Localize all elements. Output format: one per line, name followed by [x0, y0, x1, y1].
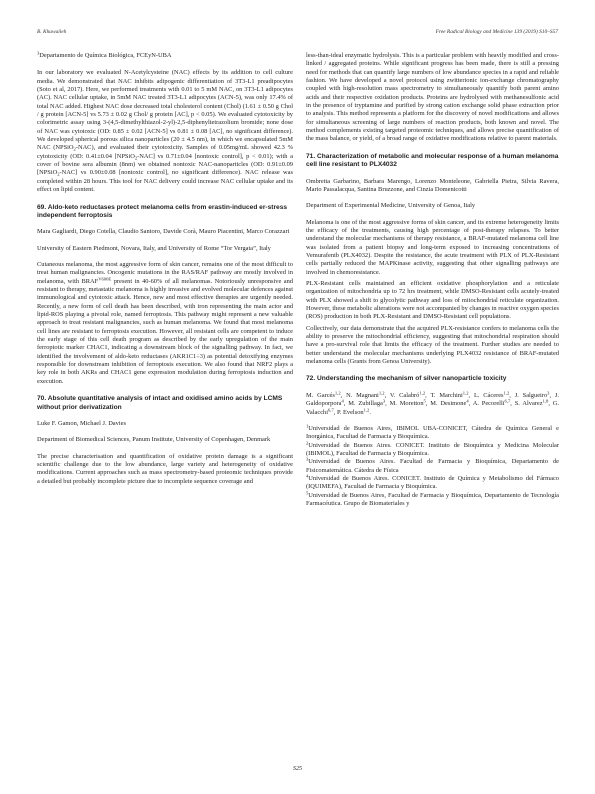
- abstract-72-affiliations: [306, 425, 559, 508]
- abstract-69-affiliation: University of Eastern Piedmont, Novara, Italy, and University of Rome “Tor Vergata”, Italy: [37, 244, 271, 252]
- author: J. Salgueiro$^3$,: [514, 390, 555, 399]
- running-head-author: B. Khuwaileh: [37, 29, 67, 35]
- affiliation-item: $^2$Universidad de Buenos Aires. CONICET. Instituto de Bioquímica y Medicina Molecular (IBIMOL), Facultad de Farmacia y Bioquímica.: [306, 440, 559, 457]
- author: M. Garcés$^{1,2}$,: [306, 390, 347, 399]
- subscript: 2: [134, 155, 138, 161]
- affiliation-item: $^4$Universidad de Buenos Aires. CONICET. Instituto de Química y Metabolismo del Fármaco (IQUIMEFA), Facultad de Farmacia y Bioquímica.: [306, 473, 559, 491]
- text-run: -NAC] vs 0.71±0.04 [nontoxic control], p < 0.01); with a cover of bovine sera albumin (8nm) we obtained nontoxic NAC-nanoparticles (OD: 0.91±0.09 [NPSiO: [37, 152, 294, 177]
- abstract-71-affiliation: Department of Experimental Medicine, University of Genoa, Italy: [306, 202, 476, 210]
- text-run: present in 40-60% of all melanomas. Notoriously unresponsive and resistant to therapy, metastatic melanoma is highly invasive and evolved molecular defences against immunological and cytotoxic attack. Hence, new and most effective therapies are urgently needed. Recently, a new form of cell death has been described, with iron representing the main actor and lipid-ROS playing a pivotal role, named ferroptosis. This pathway might represent a new valuable approach to treat resistant malignancies, such as human melanoma. We found that most melanoma cell lines are resistant to ferroptosis execution. However, all resistant cells are competent to induce the early stage of this cell death program as described by the early upregulation of the main ferroptotic marker CHAC1, indicating a downstream block of the signalling pathway. In fact, we identified the involvement of aldo-keto reductases (AKR1C1÷3) as potential detoxifying enzymes responsible for downstream inhibition of ferroptosis execution. We also found that NRF2 plays a key role in both AKRs and CHAC1 gene expression modulation during ferroptosis induction and execution.: [37, 277, 294, 385]
- author: V. Calabró$^{1,2}$,: [389, 390, 431, 399]
- text-run: Cutaneous melanoma, the most aggressive form of skin cancer, remains one of the most difficult to treat human malignancies. Oncogenic mutations in the RAS/RAF pathway are mostly involved in melanoma, with BRAF: [37, 261, 293, 285]
- running-head-journal: Free Radical Biology and Medicine 139 (2019) S10–S57: [435, 29, 558, 35]
- author: P. Evelson$^{1,2}$.: [336, 407, 371, 416]
- abstract-70-affiliation: Department of Biomedical Sciences, Panum Institute, University of Copenhagen, Denmark: [37, 436, 271, 444]
- author: T. Marchini$^{1,2}$,: [430, 390, 474, 399]
- abstract-69-authors: Mara Gagliardi, Diego Cotella, Claudio Santoro, Davide Corà, Mauro Piacentini, Marco Corazzari: [37, 228, 290, 236]
- abstract-69-title: 69. Aldo-keto reductases protect melanoma cells from erastin-induced er-stress independent ferroptosis: [37, 203, 288, 219]
- abstract-69-body: [37, 261, 293, 386]
- author: L. Cáceres$^{1,2}$,: [473, 390, 515, 399]
- abstract-71-body-p1: Melanoma is one of the most aggressive forms of skin cancer, and its extreme heterogeneity limits the efficacy of the treatments, causing high percentage of post-therapy relapses. To better understand the molecular mechanisms of therapy resistance, a BRAF-mutated melanoma cell line was isolated from a patient biopsy and long-term exposed to increasing concentrations of Vemurafenib (PLX4032). Despite the resistance, the acute treatment with PLX of PLX-Resistant cells partially reduced the MAPKinase activity, suggesting that other signalling pathways are involved in chemoresistance.: [306, 218, 559, 276]
- author: M. Desimone$^4$,: [430, 398, 473, 408]
- abstract-71-title: 71. Characterization of metabolic and molecular response of a human melanoma cell line resistant to PLX4032: [306, 152, 559, 169]
- author: M. Moretton$^5$,: [389, 398, 431, 408]
- affiliation-sup: 3: [37, 50, 40, 56]
- abstract-72-title: 72. Understanding the mechanism of silver nanoparticle toxicity: [306, 375, 507, 383]
- affiliation-item: $^5$Universidad de Buenos Aires, Facultad de Farmacia y Bioquímica, Departamento de Tecnología Farmacéutica. Grupo de Biomateriales y: [306, 490, 559, 507]
- abstract-72-authors: [306, 392, 559, 417]
- author: A. Pecorelli$^{6,7}$,: [472, 398, 515, 408]
- author: J. Galdoporpora$^4$,: [306, 391, 559, 408]
- affiliation-item: $^3$Universidad de Buenos Aires. Facultad de Farmacia y Bioquímica, Departamento de Fisicomatemática. Cátedra de Física: [306, 456, 559, 474]
- subscript: 2: [73, 146, 76, 152]
- affiliation-text: Departamento de Química Biológica, FCEyN-UBA: [39, 52, 172, 59]
- text-run: -NAC] vs 0.90±0.08 [nontoxic control], no significant difference). NAC release was completed within 28 hours. This tool for NAC delivery could increase NAC cellular uptake and its effect on lipid content.: [37, 169, 293, 194]
- author: S. Alvarez$^{1,8}$,: [514, 398, 553, 408]
- abstract-71-authors: Ombretta Garbarino, Barbara Marengo, Lorenzo Monteleone, Gabriella Pietra, Silvia Ravera, Mario Passalacqua, Santina Bruzzone, and Cinzia Domenicotti: [306, 177, 559, 193]
- subscript: 2: [57, 171, 60, 177]
- left-column: [37, 52, 293, 489]
- superscript: V600E: [98, 276, 112, 282]
- affiliation-continued: [37, 52, 293, 60]
- abstract-70-title: 70. Absolute quantitative analysis of intact and oxidised amino acids by LCMS without prior derivatization: [37, 395, 283, 411]
- abstract-70-authors: Luke F. Gamon, Michael J. Davies: [37, 419, 126, 427]
- author: N. Magnani$^{1,2}$,: [346, 390, 390, 399]
- text-run: -NAC), and evaluated their cytotoxicity. Samples of 0.05mg/mL showed 42.3 % cytotoxicity (OD: 0.41±0.04 [NPSiO: [37, 144, 293, 160]
- author: G. Valacchi$^{6,7}$,: [306, 400, 560, 416]
- abstract-70-body: The precise characterisation and quantification of oxidative protein damage is a significant scientific challenge due to the low abundance, large variety and heterogeneity of oxidative modifications. Current approaches such as mass spectrometry-based proteomic techniques provide a detailed but probably incomplete picture due to incomplete sequence coverage and: [37, 452, 293, 485]
- affiliation-item: $^1$Universidad de Buenos Aires, IBIMOL UBA-CONICET, Cátedra de Química General e Inorgánica, Facultad de Farmacia y Bioquímica.: [306, 423, 559, 441]
- running-head: [37, 29, 558, 39]
- page-number: S25: [293, 766, 302, 772]
- abstract-71-body-p2: PLX-Resistant cells maintained an efficient oxidative phosphorylation and a reticulate organization of mitochondria up to 72 hrs treatment, while DMSO-Resistant cells acutely-treated with PLX showed a shift to glycolytic pathway and loss of mitochondrial reticulate organization. However, these metabolic alterations were not accompanied by changes in reactive oxygen species (ROS) production in both PLX-Resistant and DMSO-Resistant cell populations.: [306, 280, 559, 321]
- abstract-70-body-continued: less-than-ideal enzymatic hydrolysis. This is a particular problem with heavily modified and cross-linked / aggregated proteins. While significant progress has been made, there is still a pressing need for methods that can quantify large numbers of low abundance species in a rapid and reliable fashion. We have developed a novel protocol using zwitterionic ion-exchange chromatography coupled with high-resolution mass spectrometry to simultaneously quantify both parent amino acids and their respective oxidation products. Proteins are hydrolysed with methanesulfonic acid in the presence of tryptamine and purified by strong cation exchange solid phase extraction prior to analysis. This method represents a platform for the discovery of novel modifications and allows for simultaneous screening of large numbers of reaction products, both known and novel. The method complements existing targeted proteomic techniques, and allows precise quantification of the mass balance, or yield, of a broad range of oxidative modifications relative to parent materials.: [306, 52, 559, 143]
- abstract-71-body-p3: Collectively, our data demonstrate that the acquired PLX-resistance confers to melanoma cells the ability to preserve the mitochondrial efficiency, suggesting that mitochondrial respiration should have a pro-survival role that limits the efficacy of the treatment. Further studies are needed to better understand the molecular mechanisms underlying PLX4032 resistance of BRAF-mutated melanoma cells (Grants from Genoa University).: [306, 324, 559, 366]
- text-run: In our laboratory we evaluated N-Acetylcysteine (NAC) effects by its addition to cell culture media. We demonstrated that NAC inhibits adipogenic differentiation of 3T3-L1 preadipocytes (Soto et al, 2017). Here, we performed treatments with 0.01 to 5 mM NAC, on 3T3-L1 adipocytes (AC). NAC cellular uptake, in 5mM NAC treated 3T3-L1 adipocytes (ACN-5), was only 17.4% of total NAC added. Highest NAC dose decreased total cholesterol content (Chol) (1.61 ± 0.50 g Chol / g protein [ACN-5] vs 5.73 ± 0.02 g Chol/ g protein [AC], p < 0.05). We evaluated cytotoxicity by colorimetric assay using 3-(4,5-dimethylthiazol-2-yl)-2,5-diphenyltetrazolium bromide; none dose of NAC was cytotoxic (OD: 0.85 ± 0.02 [ACN-5] vs 0.81 ± 0.08 [AC], no significant difference). We developed spherical porous silica nanoparticles (20 ± 4.5 nm), in which we encapsulated 5mM NAC (NPSiO: [37, 69, 293, 152]
- author: M. Zubillaga$^3$,: [348, 398, 390, 408]
- abstract-68-body: [37, 69, 293, 194]
- right-column: [306, 52, 559, 508]
